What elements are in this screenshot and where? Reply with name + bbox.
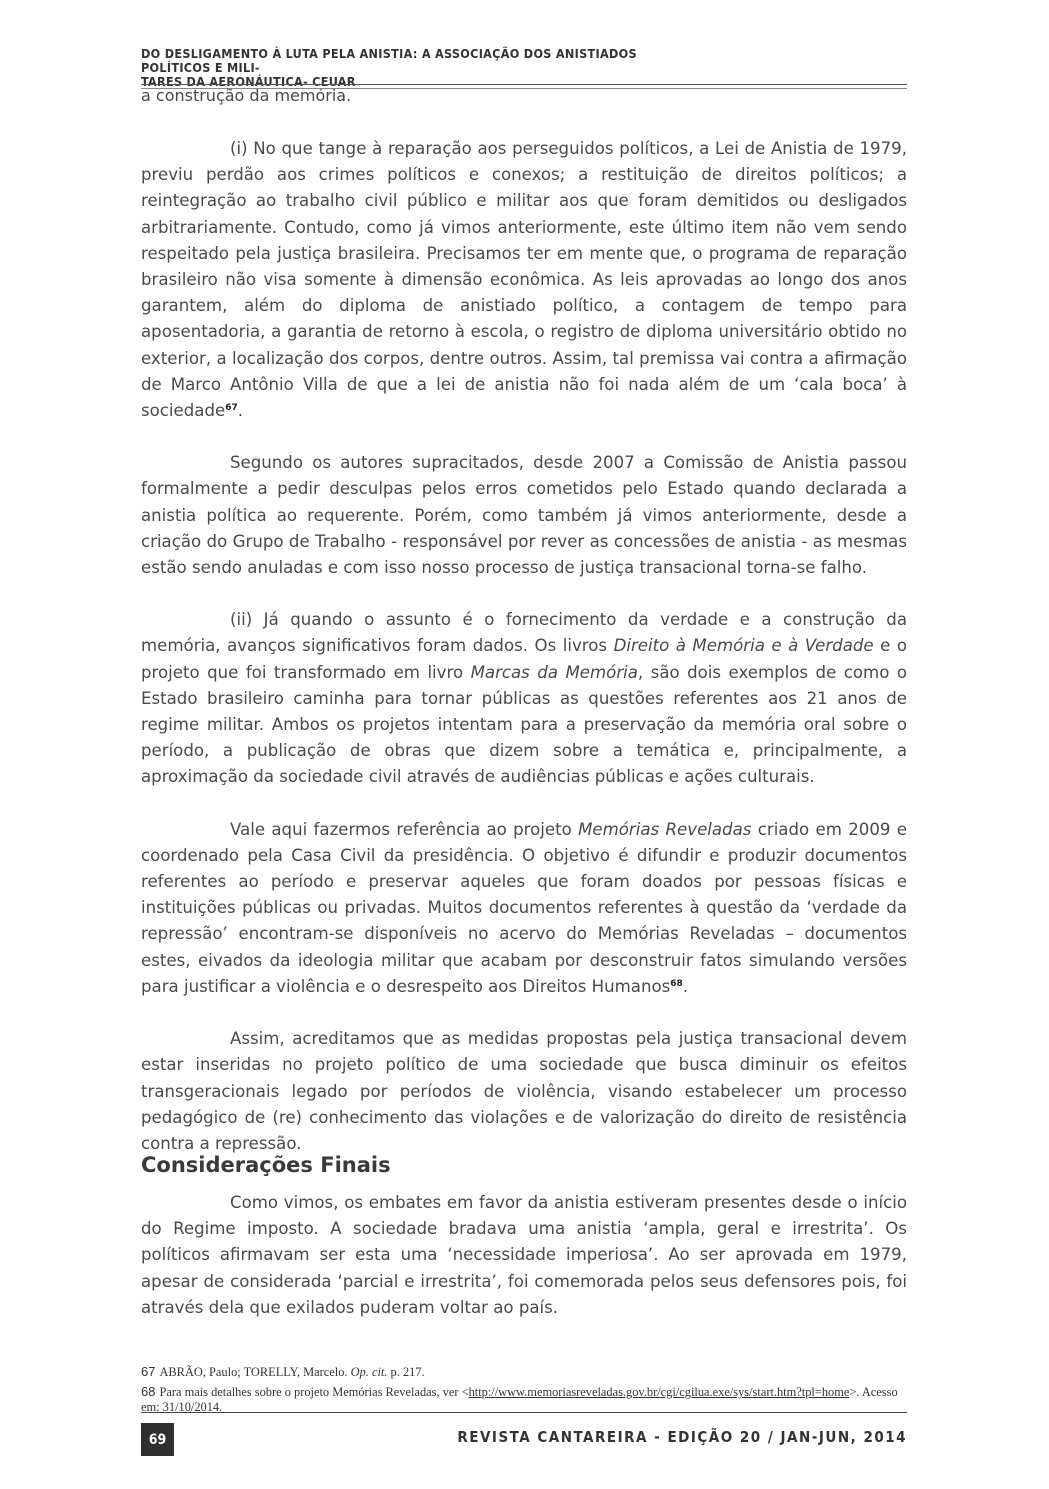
- paragraph-commission: Segundo os autores supracitados, desde 2007 a Comissão de Anistia passou formalmente a pedir desculpas pelos erros cometidos pelo Estado quando declarada a anistia política ao requerente. Porém, como também já vimos anteriormente, desde a criação do Grupo de Trabalho - responsável por rever as concessões de anistia - as mesmas estão sendo anuladas e com isso nosso processo de justiça transacional torna-se falho.: [141, 453, 907, 578]
- running-header-line2: TARES DA AERONÁUTICA- CEUAR: [141, 74, 356, 89]
- header-divider: [141, 84, 907, 85]
- page-number: 69: [141, 1423, 174, 1456]
- paragraph-memory: (ii) Já quando o assunto é o fornecimento da verdade e a construção da memória, avanços significativos foram dados. Os livros Direito à Memória e à Verdade e o projeto que foi transformado em livro Marcas da Memória, são dois exemplos de como o Estado brasileiro caminha para tornar públicas as questões referentes aos 21 anos de regime militar. Ambos os projetos intentam para a preservação da memória oral sobre o período, a publicação de obras que dizem sobre a temática e, principalmente, a aproximação da sociedade civil através de audiências públicas e ações culturais.: [141, 610, 907, 787]
- footnote-67: 67 ABRÃO, Paulo; TORELLY, Marcelo. Op. cit. p. 217.: [141, 1364, 425, 1379]
- section-heading: Considerações Finais: [141, 1153, 391, 1177]
- footnotes: [141, 1364, 907, 1419]
- header-divider-secondary: [141, 88, 907, 89]
- memorias-reveladas-link[interactable]: http://www.memoriasreveladas.gov.br/cgi/cgilua.exe/sys/start.htm?tpl=home: [468, 1385, 850, 1399]
- book-title-direito: Direito à Memória e à Verdade: [613, 636, 874, 656]
- paragraph-conclusion: Como vimos, os embates em favor da anistia estiveram presentes desde o início do Regime imposto. A sociedade bradava uma anistia ‘ampla, geral e irrestrita’. Os políticos afirmavam ser esta uma ‘necessidade imperiosa’. Ao ser aprovada em 1979, apesar de considerada ‘parcial e irrestrita’, foi comemorada pelos seus defensores pois, foi através dela que exilados puderam voltar ao país.: [141, 1193, 907, 1317]
- body-text: [141, 136, 907, 1183]
- journal-footer: REVISTA CANTAREIRA - EDIÇÃO 20 / JAN-JUN, 2014: [457, 1428, 907, 1446]
- footnote-ref-67[interactable]: 67: [225, 403, 238, 414]
- footnote-68: 68 Para mais detalhes sobre o projeto Memórias Reveladas, ver <http://www.memoriasreveladas.gov.br/cgi/cgilua.exe/sys/start.htm?tpl=home>. Acesso em: 31/10/2014.: [141, 1384, 898, 1414]
- paragraph-memorias-reveladas: Vale aqui fazermos referência ao projeto Memórias Reveladas criado em 2009 e coordenado pela Casa Civil da presidência. O objetivo é difundir e produzir documentos referentes ao período e preservar aqueles que foram doados por pessoas físicas e instituições públicas ou privadas. Muitos documentos referentes à questão da ‘verdade da repressão’ encontram-se disponíveis no acervo do Memórias Reveladas – documentos estes, eivados da ideologia militar que acabam por desconstruir fatos simulando versões para justificar a violência e o desrespeito aos Direitos Humanos$^{68}$.: [141, 819, 907, 996]
- continued-text-line: a construção da memória.: [141, 86, 352, 105]
- footnote-ref-68[interactable]: 68: [670, 978, 683, 989]
- paragraph-transitional-justice: Assim, acreditamos que as medidas propostas pela justiça transacional devem estar inseridas no projeto político de uma sociedade que busca diminuir os efeitos transgeracionais legado por períodos de violência, visando estabelecer um processo pedagógico de (re) conhecimento das violações e de valorização do direito de resistência contra a repressão.: [141, 1029, 907, 1153]
- running-header: [141, 47, 701, 89]
- paragraph-reparation: (i) No que tange à reparação aos perseguidos políticos, a Lei de Anistia de 1979, previu perdão aos crimes políticos e conexos; a restituição de direitos políticos; a reintegração ao trabalho civil público e militar aos que foram demitidos ou desligados arbitrariamente. Contudo, como já vimos anteriormente, este último item não vem sendo respeitado pela justiça brasileira. Precisamos ter em mente que, o programa de reparação brasileiro não visa somente à dimensão econômica. As leis aprovadas ao longo dos anos garantem, além do diploma de anistiado político, a contagem de tempo para aposentadoria, a garantia de retorno à escola, o registro de diploma universitário obtido no exterior, a localização dos corpos, dentre outros. Assim, tal premissa vai contra a afirmação de Marco Antônio Villa de que a lei de anistia não foi nada além de um ‘cala boca’ à sociedade$^{67}$.: [141, 139, 907, 421]
- book-title-marcas: Marcas da Memória: [470, 662, 638, 682]
- footer-divider: [141, 1412, 907, 1413]
- running-header-line1: DO DESLIGAMENTO À LUTA PELA ANISTIA: A ASSOCIAÇÃO DOS ANISTIADOS POLÍTICOS E MILI-: [141, 46, 637, 75]
- project-title-memorias: Memórias Reveladas: [578, 819, 752, 839]
